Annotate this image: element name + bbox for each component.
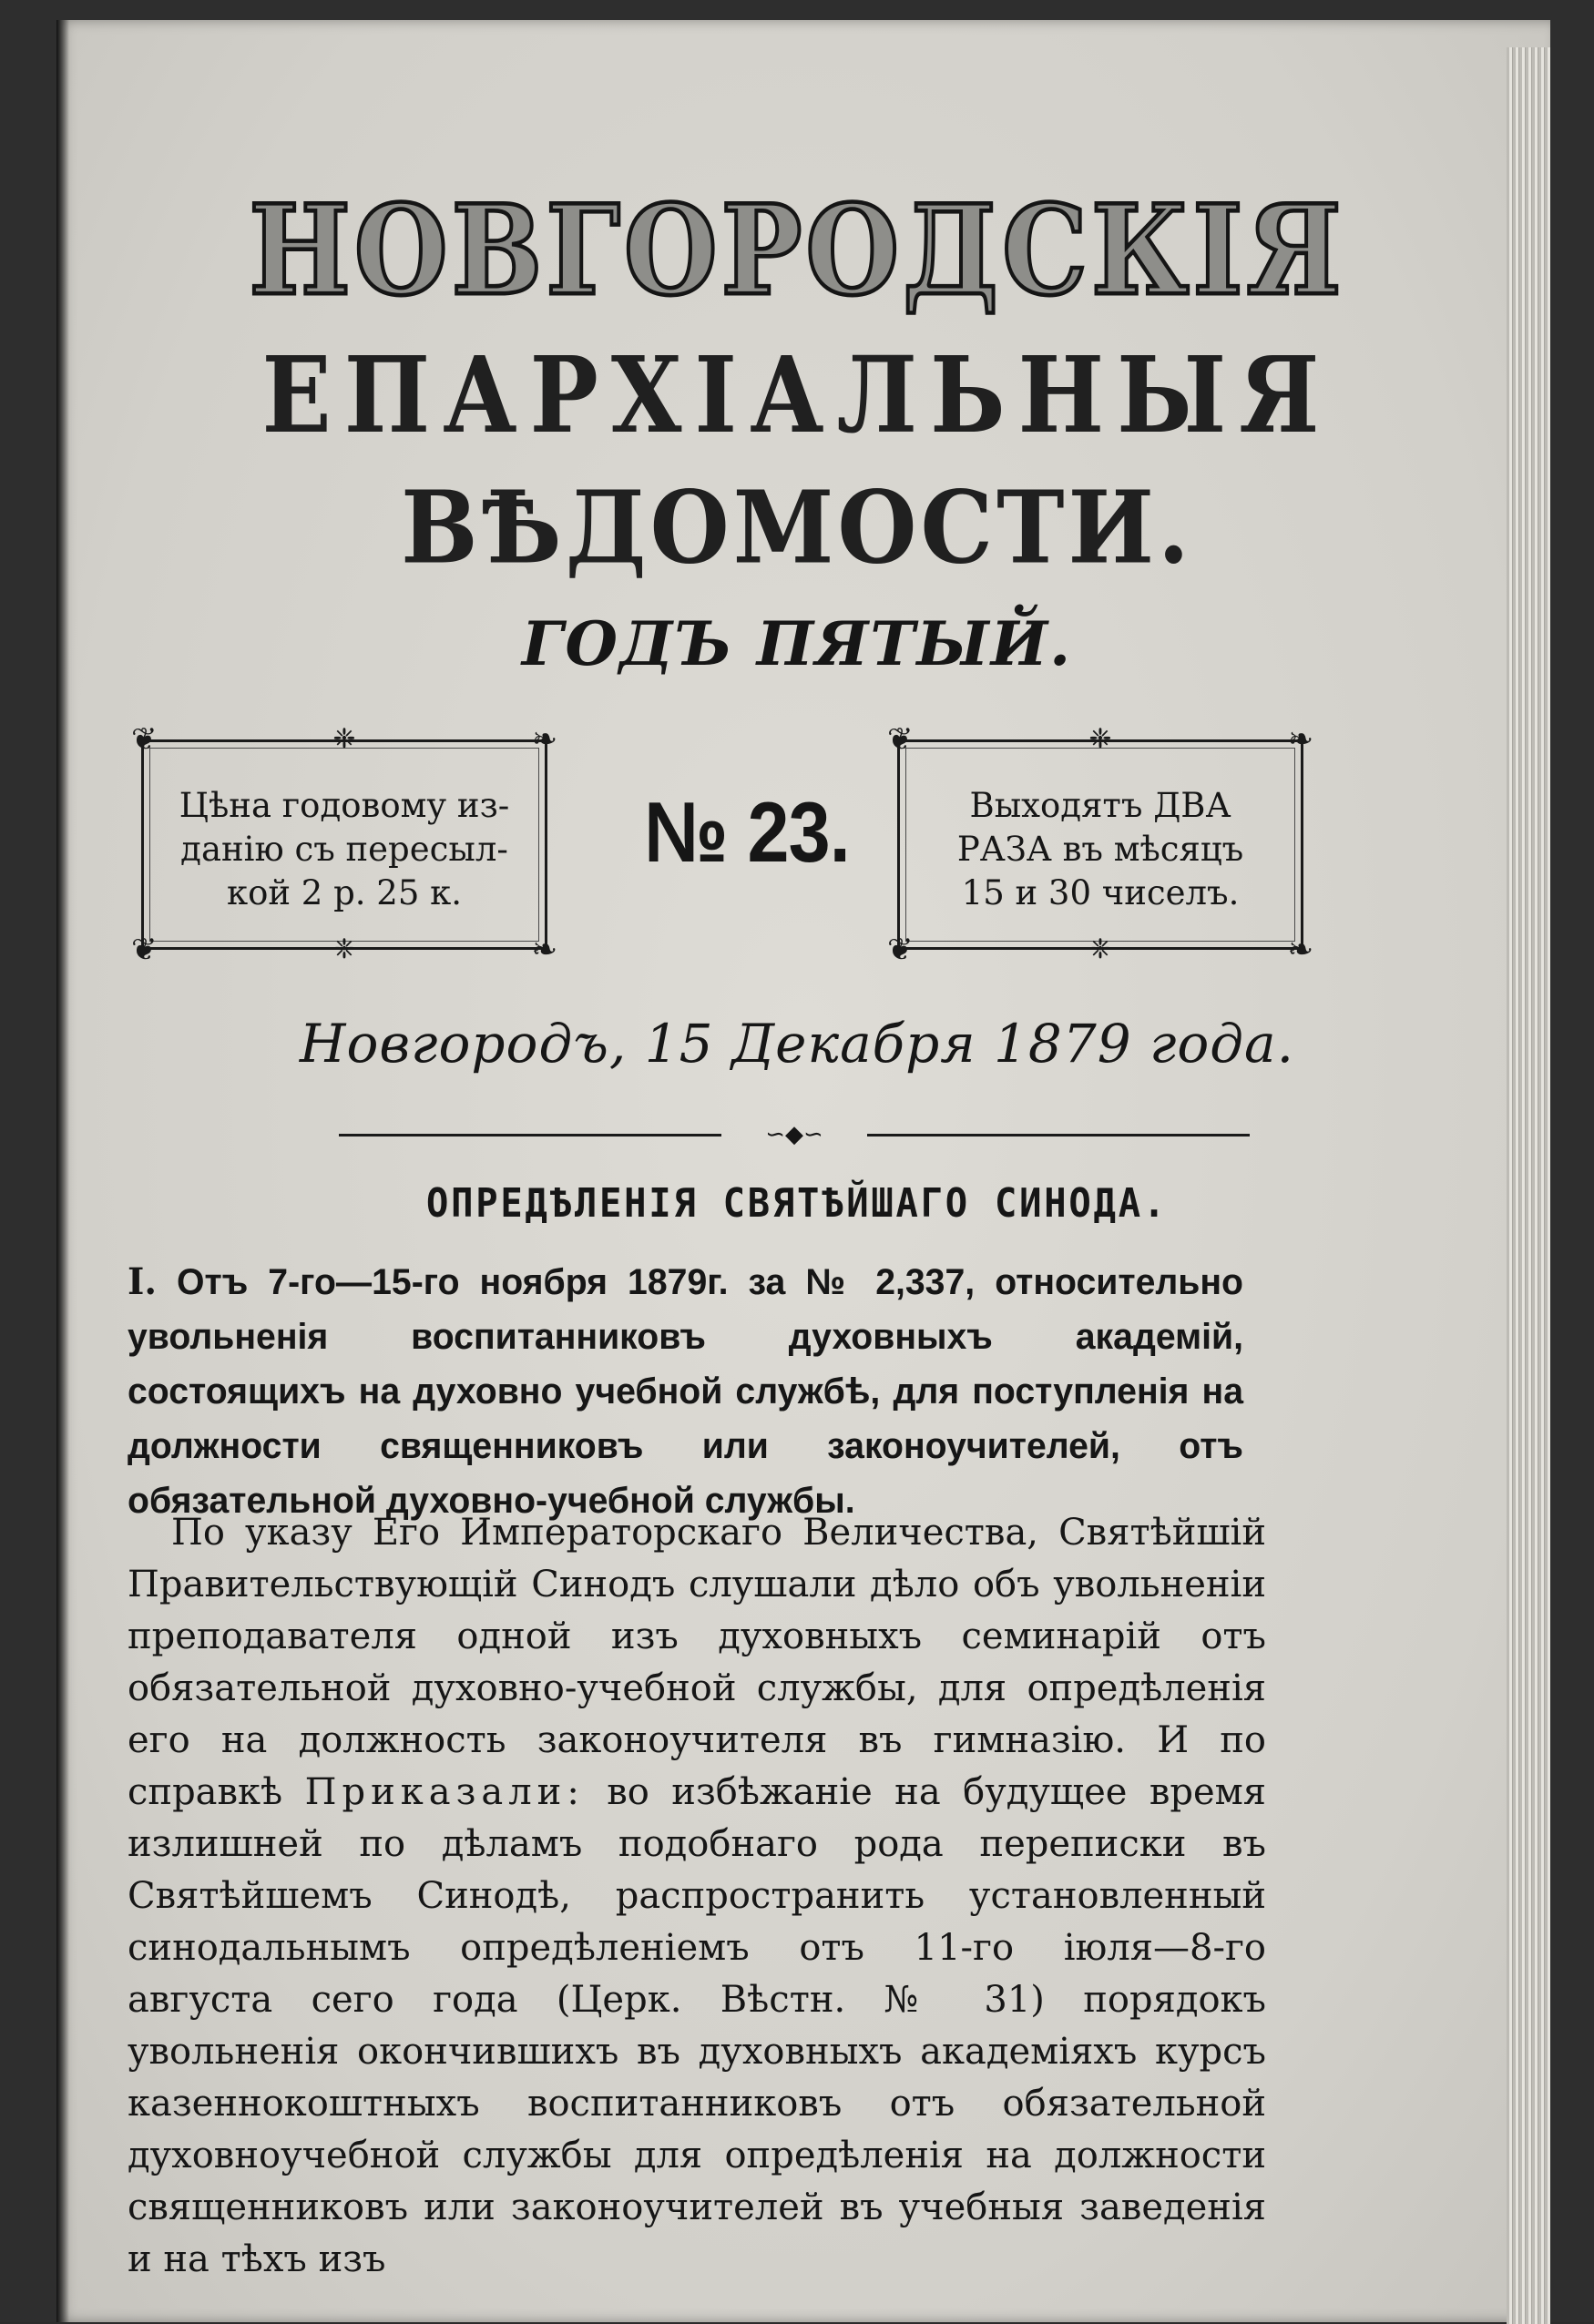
fleuron-icon: ❈ — [332, 723, 356, 755]
corner-ornament-icon: ❧ — [531, 721, 557, 758]
masthead-line-3: ВѢДОМОСТИ. — [401, 468, 1193, 586]
corner-ornament-icon: ❦ — [887, 721, 914, 758]
decree-heading-text: Отъ 7-го—15-го ноября 1879г. за № 2,337, относительно увольненія воспитанниковъ духовныхъ академій, состоящихъ на духовно учебной службѣ, для поступленія на должности священниковъ или законоучителей, отъ обязательной духовно-учебной службы. — [128, 1262, 1243, 1521]
masthead-line-2: ЕПАРХІАЛЬНЫЯ — [261, 333, 1333, 457]
rule-ornament-icon: ∽◆∽ — [765, 1121, 823, 1148]
corner-ornament-icon: ❦ — [131, 721, 158, 758]
decree-numeral: I. — [128, 1260, 157, 1303]
price-box — [131, 721, 557, 968]
schedule-line: 15 и 30 чиселъ. — [961, 873, 1240, 912]
decree-heading — [128, 1255, 1243, 1528]
price-text — [171, 784, 517, 915]
fleuron-icon: ❈ — [1088, 933, 1112, 965]
schedule-line: Выходятъ ДВА — [969, 786, 1231, 825]
schedule-text — [927, 784, 1273, 915]
schedule-box — [887, 721, 1313, 968]
corner-ornament-icon: ❧ — [531, 932, 557, 968]
article-emphasis: Приказали: — [304, 1771, 585, 1813]
fleuron-icon: ❈ — [332, 933, 356, 965]
corner-ornament-icon: ❦ — [131, 932, 158, 968]
price-line: Цѣна годовому из- — [179, 786, 510, 825]
ornamental-rule — [339, 1118, 1250, 1151]
schedule-line: РАЗА въ мѣсяцъ — [956, 830, 1244, 869]
article-paragraph — [128, 1507, 1266, 2286]
corner-ornament-icon: ❧ — [1287, 932, 1313, 968]
article-body — [128, 1507, 1266, 2286]
article-intro: По указу Его Императорскаго Величества, Святѣйшій Правительствующій Синодъ слушали дѣло объ увольненіи преподавателя одной изъ духовныхъ семинарій отъ обязательной духовно-учебной службы, для опредѣленія его на должность законоучителя въ гимназію. И по справкѣ — [128, 1512, 1266, 1813]
publication-year: ГОДЪ ПЯТЫЙ. — [521, 608, 1073, 679]
price-line: данію съ пересыл- — [180, 830, 508, 869]
issue-number: № 23. — [644, 784, 850, 880]
corner-ornament-icon: ❧ — [1287, 721, 1313, 758]
corner-ornament-icon: ❦ — [887, 932, 914, 968]
masthead-line-1: НОВГОРОДСКІЯ — [249, 177, 1345, 323]
price-line: кой 2 р. 25 к. — [226, 873, 463, 912]
rule-line — [867, 1134, 1250, 1137]
article-continuation: во избѣжаніе на будущее время излишней по дѣламъ подобнаго рода переписки въ Святѣйшемъ Синодѣ, распространить установленный синодальнымъ опредѣленіемъ отъ 11-го іюля—8-го августа сего года (Церк. Вѣстн. № 31) порядокъ увольненія окончившихъ въ духовныхъ академіяхъ курсъ казеннокоштныхъ воспитанниковъ отъ обязательной духовноучебной службы для опредѣленія на должности священниковъ или законоучителей въ учебныя заведенія и на тѣхъ изъ — [128, 1771, 1266, 2280]
dateline: Новгородъ, 15 Декабря 1879 года. — [299, 1013, 1295, 1075]
rule-line — [339, 1134, 721, 1137]
section-title: ОПРЕДѢЛЕНІЯ СВЯТѢЙШАГО СИНОДА. — [426, 1180, 1168, 1227]
fleuron-icon: ❈ — [1088, 723, 1112, 755]
